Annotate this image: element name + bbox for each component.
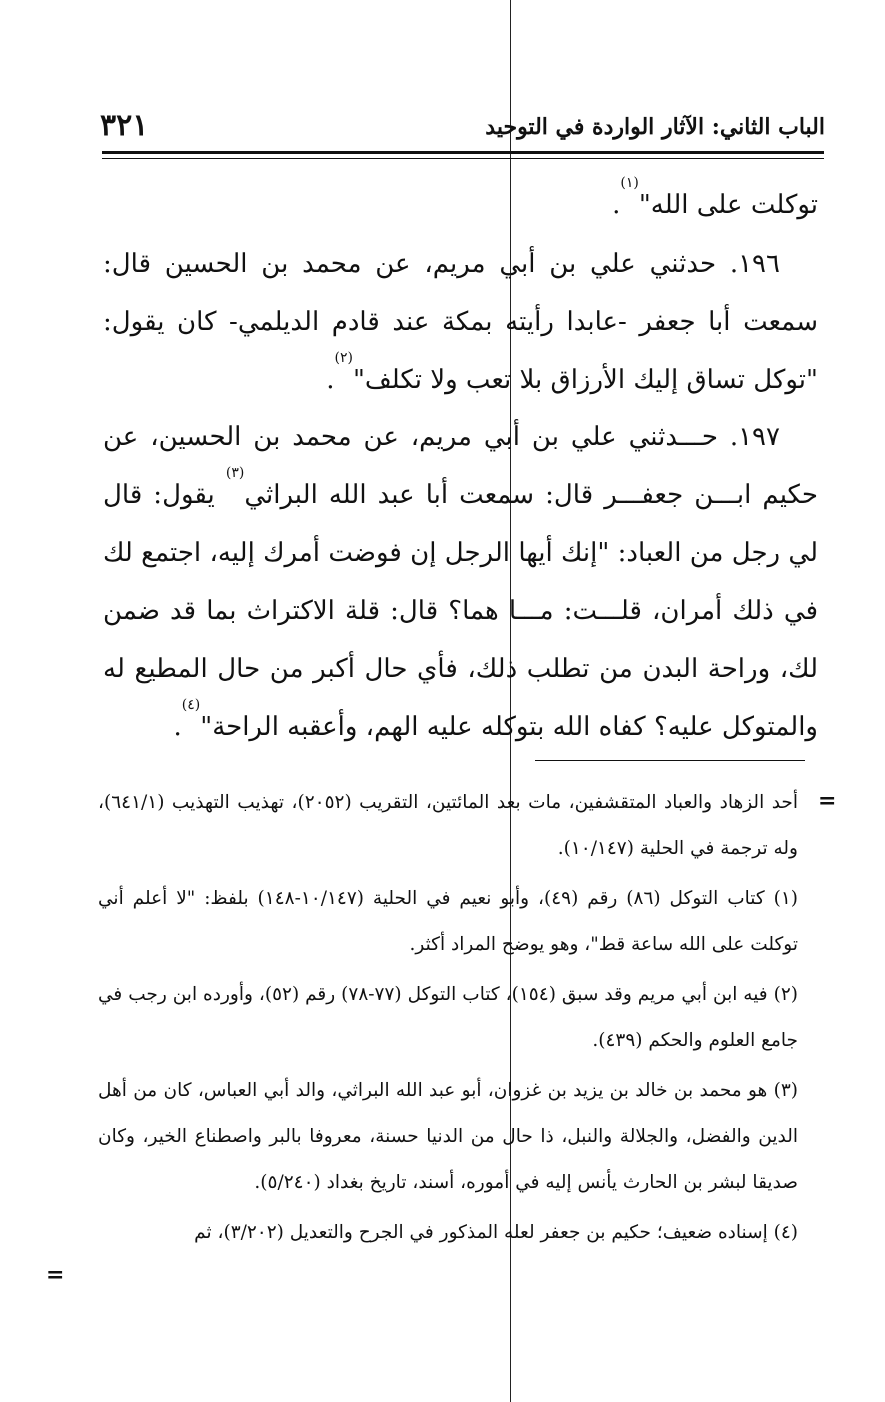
- footnote-separator: [535, 760, 805, 761]
- running-title: الباب الثاني: الآثار الواردة في التوحيد: [485, 114, 825, 140]
- paragraph-end: .: [173, 712, 182, 742]
- paragraph-text: ١٩٧. حـــدثني علي بن أبي مريم، عن محمد بن الحسين، عن حكيم ابـــن جعفـــر قال: سمعت أبا عبد الله البراثي: [103, 422, 818, 510]
- paragraph-continuation: [103, 176, 818, 234]
- footnote-1: (١) كتاب التوكل (٨٦) رقم (٤٩)، وأبو نعيم في الحلية (١٠/١٤٧-١٤٨) بلفظ: "لا أعلم أني توكلت على الله ساعة قط"، وهو يوضح المراد أكثر.: [98, 888, 798, 955]
- paragraph-text: يقول: قال لي رجل من العباد: "إنك أيها الرجل إن فوضت أمرك إليه، اجتمع لك في ذلك أمران، قلـــت: مـــا هما؟ قال: قلة الاكتراث بما قد ضمن لك، وراحة البدن من تطلب ذلك، فأي حال أكبر من حال المطيع له والمتوكل عليه؟ كفاه الله بتوكله عليه الهم، وأعقبه الراحة": [103, 480, 818, 742]
- continuation-marker: =: [818, 788, 837, 814]
- footnote-continuation: أحد الزهاد والعباد المتقشفين، مات بعد المائتين، التقريب (٢٠٥٢)، تهذيب التهذيب (٦٤١/١)، وله ترجمة في الحلية (١٠/١٤٧).: [98, 792, 798, 859]
- paragraph-end: .: [326, 365, 335, 395]
- header-rule-thick: [102, 151, 824, 154]
- paragraph-196: [103, 235, 818, 409]
- page-number: ٣٢١: [100, 108, 149, 143]
- footnote-ref: (٣): [225, 465, 245, 481]
- paragraph-text: توكلت على الله": [638, 190, 818, 220]
- paragraph-end: .: [612, 190, 621, 220]
- paragraph-197: [103, 408, 818, 756]
- footnote-4: (٤) إسناده ضعيف؛ حكيم بن جعفر لعله المذكور في الجرح والتعديل (٣/٢٠٢)، ثم: [194, 1222, 798, 1243]
- footnote-ref: (١): [620, 175, 639, 191]
- footnote-3: (٣) هو محمد بن خالد بن يزيد بن غزوان، أبو عبد الله البراثي، والد أبي العباس، كان من أهل الدين والفضل، والجلالة والنبل، ذا حال من الدنيا حسنة، معروفا بالبر واصطناع الخير، وكان صديقا لبشر بن الحارث يأنس إليه في أموره، أسند، تاريخ بغداد (٥/٢٤٠).: [98, 1080, 798, 1193]
- paragraph-text: ١٩٦. حدثني علي بن أبي مريم، عن محمد بن الحسين قال: سمعت أبا جعفر -عابدا رأيته بمكة عند قادم الديلمي- كان يقول: "توكل تساق إليك الأرزاق بلا تعب ولا تكلف": [103, 249, 818, 395]
- header-rule-thin: [102, 158, 824, 159]
- continued-marker: =: [46, 1262, 65, 1288]
- footnote-ref: (٢): [334, 350, 353, 366]
- footnotes: [98, 780, 798, 1260]
- footnote-ref: (٤): [181, 697, 201, 713]
- footnote-2: (٢) فيه ابن أبي مريم وقد سبق (١٥٤)، كتاب التوكل (٧٧-٧٨) رقم (٥٢)، وأورده ابن رجب في جامع العلوم والحكم (٤٣٩).: [98, 984, 798, 1051]
- page-header: [100, 108, 825, 148]
